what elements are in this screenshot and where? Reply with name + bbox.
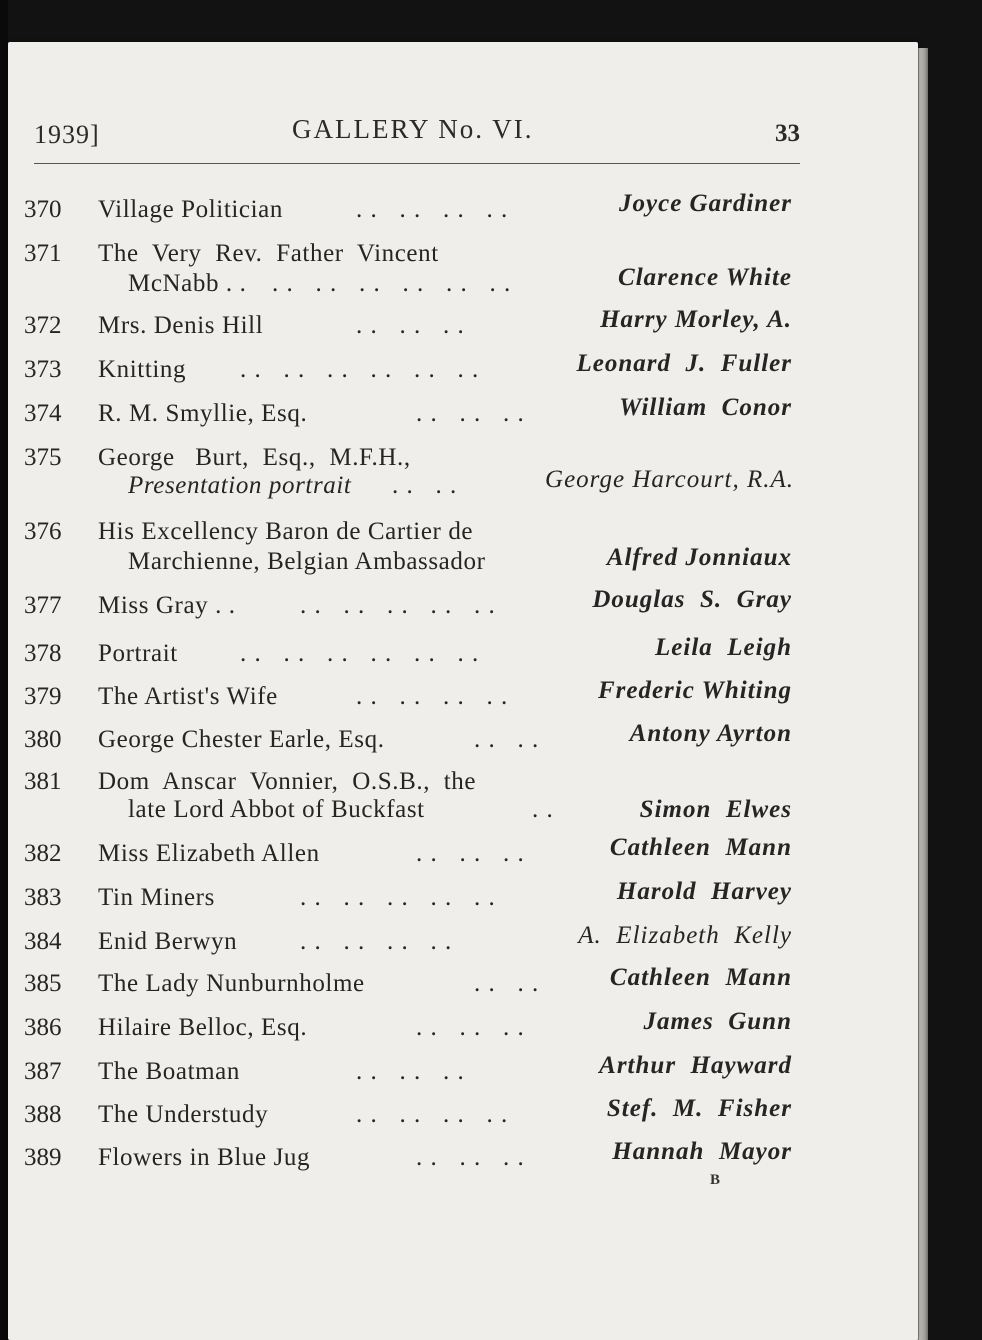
entry-number: 386 xyxy=(24,1014,62,1041)
entry-number: 388 xyxy=(24,1101,62,1128)
entry-artist: Harold Harvey xyxy=(616,878,792,905)
entry-title: Tin Miners xyxy=(98,884,215,911)
leader-dots: . . . . . . . . xyxy=(300,928,453,955)
entry-title: George Burt, Esq., M.F.H., xyxy=(98,444,411,471)
entry-artist: Cathleen Mann xyxy=(609,964,792,991)
entry-title: Flowers in Blue Jug xyxy=(98,1144,311,1171)
entry-title: His Excellency Baron de Cartier de xyxy=(98,518,474,545)
leader-dots: . . . . . . xyxy=(416,840,525,867)
entry-artist: Harry Morley, A. xyxy=(600,306,792,333)
leader-dots: . . xyxy=(532,796,554,823)
entry-artist: Frederic Whiting xyxy=(597,677,792,704)
leader-dots: . . . . . . . . . . xyxy=(300,884,496,911)
page-number: 33 xyxy=(775,120,800,147)
entry-number: 381 xyxy=(24,768,62,795)
entry-title: Enid Berwyn xyxy=(98,928,238,955)
entry-number: 389 xyxy=(24,1144,62,1171)
entry-artist: Arthur Hayward xyxy=(599,1052,792,1079)
entry-title-continued: late Lord Abbot of Buckfast xyxy=(128,796,425,823)
entry-number: 376 xyxy=(24,518,62,545)
entry-number: 377 xyxy=(24,592,62,619)
entry-artist: Cathleen Mann xyxy=(609,834,792,861)
leader-dots: . . . . . . . . xyxy=(356,1101,509,1128)
entry-number: 384 xyxy=(24,928,62,955)
entry-artist: Leila Leigh xyxy=(655,634,792,661)
entry-artist: James Gunn xyxy=(643,1008,792,1035)
header-gallery-title: GALLERY No. VI. xyxy=(292,114,534,144)
entry-title: The Very Rev. Father Vincent xyxy=(98,240,439,267)
leader-dots: . . . . . . . . . . . . xyxy=(272,270,512,297)
entry-title: The Artist's Wife xyxy=(98,683,278,710)
leader-dots: . . . . . . . . xyxy=(356,196,509,223)
entry-title: The Understudy xyxy=(98,1101,269,1128)
running-header xyxy=(34,114,802,160)
entry-title: Hilaire Belloc, Esq. xyxy=(98,1014,308,1041)
leader-dots: . . . . xyxy=(392,472,458,499)
leader-dots: . . . . . . . . . . . . xyxy=(240,356,480,383)
entry-title: Mrs. Denis Hill xyxy=(98,312,264,339)
entry-artist: Douglas S. Gray xyxy=(592,586,792,613)
entry-artist: Clarence White xyxy=(618,264,792,291)
leader-dots: . . . . . . xyxy=(416,1014,525,1041)
entry-artist: Stef. M. Fisher xyxy=(606,1095,792,1122)
leader-dots: . . . . xyxy=(474,726,540,753)
entry-title: Miss Gray . . xyxy=(98,592,236,619)
entry-number: 387 xyxy=(24,1058,62,1085)
entry-artist: Leonard J. Fuller xyxy=(576,350,792,377)
leader-dots: . . . . . . xyxy=(416,400,525,427)
entry-artist: Joyce Gardiner xyxy=(619,190,792,217)
leader-dots: . . . . . . xyxy=(416,1144,525,1171)
entry-artist: George Harcourt, R.A. xyxy=(545,466,794,493)
entry-number: 380 xyxy=(24,726,62,753)
entry-number: 373 xyxy=(24,356,62,383)
entry-artist: William Conor xyxy=(619,394,792,421)
header-rule xyxy=(34,163,800,164)
entry-number: 383 xyxy=(24,884,62,911)
leader-dots: . . . . . . xyxy=(356,1058,465,1085)
entry-title: The Lady Nunburnholme xyxy=(98,970,365,997)
signature-mark: B xyxy=(710,1172,721,1188)
entry-title: Village Politician xyxy=(98,196,283,223)
entry-title: Knitting xyxy=(98,356,187,383)
entry-number: 379 xyxy=(24,683,62,710)
entry-number: 385 xyxy=(24,970,62,997)
leader-dots: . . . . . . xyxy=(356,312,465,339)
entry-artist: Antony Ayrton xyxy=(629,720,792,747)
entry-number: 374 xyxy=(24,400,62,427)
entry-title: Portrait xyxy=(98,640,178,667)
leader-dots: . . . . . . . . . . . . xyxy=(240,640,480,667)
entry-title: George Chester Earle, Esq. xyxy=(98,726,385,753)
entry-title: The Boatman xyxy=(98,1058,240,1085)
entry-title-continued: McNabb . . xyxy=(128,270,247,297)
header-year: 1939] xyxy=(34,120,100,149)
entry-title-continued: Presentation portrait xyxy=(128,472,352,499)
entry-title: R. M. Smyllie, Esq. xyxy=(98,400,308,427)
entry-title: Dom Anscar Vonnier, O.S.B., the xyxy=(98,768,477,795)
scan-background xyxy=(0,0,8,1340)
leader-dots: . . . . . . . . xyxy=(356,683,509,710)
entry-number: 370 xyxy=(24,196,62,223)
entry-artist: Hannah Mayor xyxy=(612,1138,792,1165)
leader-dots: . . . . xyxy=(474,970,540,997)
entry-number: 382 xyxy=(24,840,62,867)
entry-number: 378 xyxy=(24,640,62,667)
entry-number: 372 xyxy=(24,312,62,339)
entry-title: Miss Elizabeth Allen xyxy=(98,840,320,867)
entry-artist: Alfred Jonniaux xyxy=(606,544,792,571)
leader-dots: . . . . . . . . . . xyxy=(300,592,496,619)
entry-artist: A. Elizabeth Kelly xyxy=(578,922,792,949)
entry-number: 375 xyxy=(24,444,62,471)
entry-number: 371 xyxy=(24,240,62,267)
entry-artist: Simon Elwes xyxy=(639,796,792,823)
entry-title-continued: Marchienne, Belgian Ambassador xyxy=(128,548,486,575)
